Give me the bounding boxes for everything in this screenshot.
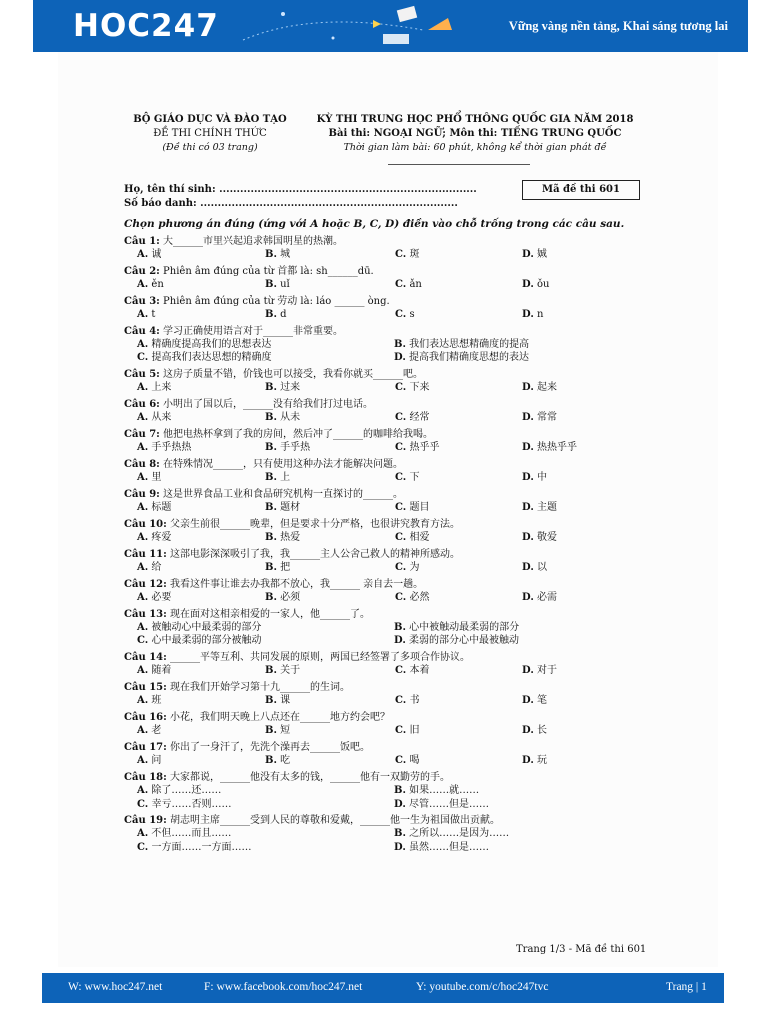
answer-option: A. ěn bbox=[137, 279, 164, 291]
question-stem bbox=[124, 608, 604, 621]
option-row bbox=[124, 621, 604, 634]
question-text: 这是世界食品工业和食品研究机构一直探讨的______。 bbox=[163, 489, 404, 501]
question-number: Câu 15: bbox=[124, 682, 167, 694]
question-item bbox=[124, 488, 604, 514]
answer-option: D. 尽管……但是…… bbox=[394, 798, 489, 810]
question-text: 大家都说，______他没有太多的钱，______他有一双勤劳的手。 bbox=[170, 772, 450, 784]
answer-option: C. 书 bbox=[395, 695, 420, 707]
answer-option: D. 中 bbox=[522, 472, 547, 484]
question-text: Phiên âm đúng của từ 劳动 là: láo ______ òng. bbox=[163, 295, 390, 307]
page-note: Trang 1/3 - Mã đề thi 601 bbox=[516, 944, 647, 955]
answer-option: A. 给 bbox=[137, 562, 162, 574]
answer-option: C. 下来 bbox=[395, 382, 430, 394]
question-stem bbox=[124, 488, 604, 501]
answer-option: D. n bbox=[522, 309, 544, 321]
answer-option: C. 题目 bbox=[395, 502, 430, 514]
footer-bar bbox=[42, 973, 724, 1003]
answer-option: C. 提高我们表达思想的精确度 bbox=[137, 352, 272, 364]
option-row bbox=[124, 351, 604, 364]
option-row bbox=[124, 278, 604, 291]
answer-option: B. 吃 bbox=[265, 755, 291, 767]
answer-option: B. d bbox=[265, 309, 287, 321]
answer-option: A. 上来 bbox=[137, 382, 172, 394]
question-number: Câu 7: bbox=[124, 429, 160, 441]
answer-option: B. 手乎热 bbox=[265, 442, 311, 454]
answer-option: B. 热爱 bbox=[265, 532, 301, 544]
question-text: Phiên âm đúng của từ 首都 là: sh______dū. bbox=[163, 265, 374, 277]
answer-option: C. 旧 bbox=[395, 725, 420, 737]
answer-option: B. 关于 bbox=[265, 665, 301, 677]
question-text: 你出了一身汗了，先洗个澡再去______饭吧。 bbox=[170, 742, 370, 754]
answer-option: C. 喝 bbox=[395, 755, 420, 767]
question-stem bbox=[124, 681, 604, 694]
question-item bbox=[124, 741, 604, 767]
question-text: 胡志明主席______受到人民的尊敬和爱戴，______他一生为祖国做出贡献。 bbox=[170, 815, 500, 827]
question-item bbox=[124, 458, 604, 484]
question-stem bbox=[124, 771, 604, 784]
answer-option: A. 标题 bbox=[137, 502, 172, 514]
answer-option: A. 问 bbox=[137, 755, 162, 767]
answer-option: B. 必须 bbox=[265, 592, 301, 604]
option-row bbox=[124, 471, 604, 484]
question-stem bbox=[124, 548, 604, 561]
brand-slogan: Vững vàng nền tảng, Khai sáng tương lai bbox=[508, 19, 728, 33]
question-list bbox=[124, 235, 604, 857]
answer-option: C. 为 bbox=[395, 562, 420, 574]
question-text: 在特殊情况______，只有使用这种办法才能解决问题。 bbox=[163, 459, 404, 471]
question-number: Câu 10: bbox=[124, 519, 167, 531]
question-item bbox=[124, 578, 604, 604]
option-row bbox=[124, 634, 604, 647]
option-row bbox=[124, 724, 604, 737]
question-number: Câu 11: bbox=[124, 549, 167, 561]
question-item bbox=[124, 368, 604, 394]
exam-header-left bbox=[120, 113, 300, 155]
option-row bbox=[124, 248, 604, 261]
option-row bbox=[124, 561, 604, 574]
question-stem bbox=[124, 325, 604, 338]
brand-logo: HOC247 bbox=[73, 8, 219, 44]
question-item bbox=[124, 518, 604, 544]
option-row bbox=[124, 441, 604, 454]
exam-title: KỲ THI TRUNG HỌC PHỔ THÔNG QUỐC GIA NĂM 2018 bbox=[316, 114, 634, 125]
answer-option: A. 随着 bbox=[137, 665, 172, 677]
question-number: Câu 9: bbox=[124, 489, 160, 501]
question-number: Câu 2: bbox=[124, 265, 160, 277]
question-stem bbox=[124, 741, 604, 754]
footer-page-number: Trang | 1 bbox=[666, 981, 707, 993]
question-number: Câu 3: bbox=[124, 295, 160, 307]
question-item bbox=[124, 711, 604, 737]
question-text: 现在我们开始学习第十九______的生词。 bbox=[170, 682, 350, 694]
question-item bbox=[124, 265, 604, 291]
question-number: Câu 12: bbox=[124, 579, 167, 591]
question-stem bbox=[124, 651, 604, 664]
answer-option: A. 疼爱 bbox=[137, 532, 172, 544]
question-number: Câu 16: bbox=[124, 712, 167, 724]
option-row bbox=[124, 754, 604, 767]
footer-youtube-link[interactable]: Y: youtube.com/c/hoc247tvc bbox=[416, 981, 549, 993]
answer-option: B. 短 bbox=[265, 725, 291, 737]
answer-option: D. 提高我们精确度思想的表达 bbox=[394, 352, 529, 364]
answer-option: D. 玩 bbox=[522, 755, 547, 767]
candidate-number-line: Số báo danh: .......................................................................... bbox=[124, 198, 458, 209]
question-text: 我看这件事让谁去办我都不放心，我______ 亲自去一趟。 bbox=[170, 579, 424, 591]
option-row bbox=[124, 531, 604, 544]
answer-option: C. 热乎乎 bbox=[395, 442, 440, 454]
answer-option: A. 不但……而且…… bbox=[137, 828, 232, 840]
instruction: Chọn phương án đúng (ứng với A hoặc B, C, D) điền vào chỗ trống trong các câu sau. bbox=[124, 218, 625, 230]
question-number: Câu 4: bbox=[124, 325, 160, 337]
question-item bbox=[124, 428, 604, 454]
answer-option: D. 常常 bbox=[522, 412, 557, 424]
question-item bbox=[124, 771, 604, 811]
answer-option: A. 里 bbox=[137, 472, 162, 484]
option-row bbox=[124, 591, 604, 604]
answer-option: B. 题材 bbox=[265, 502, 301, 514]
question-number: Câu 6: bbox=[124, 399, 160, 411]
answer-option: C. 本着 bbox=[395, 665, 430, 677]
question-number: Câu 13: bbox=[124, 609, 167, 620]
question-number: Câu 17: bbox=[124, 742, 167, 754]
question-stem bbox=[124, 814, 604, 827]
question-text: 学习正确使用语言对于______非常重要。 bbox=[163, 325, 344, 337]
exam-time: Thời gian làm bài: 60 phút, không kể thời gian phát đề bbox=[343, 142, 607, 153]
answer-option: B. uǐ bbox=[265, 279, 290, 291]
question-stem bbox=[124, 265, 604, 278]
question-text: 这部电影深深吸引了我，我______主人公舍己救人的精神所感动。 bbox=[170, 549, 460, 561]
exam-code-box: Mã đề thi 601 bbox=[522, 180, 640, 200]
question-stem bbox=[124, 578, 604, 591]
question-stem bbox=[124, 458, 604, 471]
option-row bbox=[124, 694, 604, 707]
option-row bbox=[124, 381, 604, 394]
question-stem bbox=[124, 398, 604, 411]
question-item bbox=[124, 325, 604, 365]
question-stem bbox=[124, 368, 604, 381]
option-row bbox=[124, 308, 604, 321]
question-stem bbox=[124, 295, 604, 308]
answer-option: C. 经常 bbox=[395, 412, 430, 424]
answer-option: A. 诚 bbox=[137, 249, 162, 261]
answer-option: D. 对于 bbox=[522, 665, 557, 677]
answer-option: D. 热热乎乎 bbox=[522, 442, 577, 454]
answer-option: B. 课 bbox=[265, 695, 291, 707]
option-row bbox=[124, 798, 604, 811]
option-row bbox=[124, 501, 604, 514]
answer-option: A. 班 bbox=[137, 695, 162, 707]
question-number: Câu 8: bbox=[124, 459, 160, 471]
answer-option: A. 从来 bbox=[137, 412, 172, 424]
answer-option: C. 必然 bbox=[395, 592, 430, 604]
ministry-name: BỘ GIÁO DỤC VÀ ĐÀO TẠO bbox=[133, 114, 287, 125]
answer-option: C. 一方面……一方面…… bbox=[137, 841, 252, 853]
answer-option: A. 被触动心中最柔弱的部分 bbox=[137, 622, 262, 634]
question-number: Câu 1: bbox=[124, 236, 160, 247]
option-row bbox=[124, 841, 604, 854]
question-text: ______平等互利、共同发展的原则，两国已经签署了多项合作协议。 bbox=[170, 652, 470, 664]
question-number: Câu 18: bbox=[124, 772, 167, 784]
exam-header-right bbox=[305, 113, 645, 155]
option-row bbox=[124, 411, 604, 424]
answer-option: C. s bbox=[395, 309, 415, 321]
question-item bbox=[124, 651, 604, 677]
answer-option: D. 柔弱的部分心中最被触动 bbox=[394, 635, 519, 647]
question-text: 大______市里兴起追求韩国明星的热潮。 bbox=[163, 236, 344, 247]
answer-option: A. 精确度提高我们的思想表达 bbox=[137, 339, 272, 351]
question-item bbox=[124, 814, 604, 854]
answer-option: A. 手乎热热 bbox=[137, 442, 192, 454]
answer-option: D. ǒu bbox=[522, 279, 550, 291]
answer-option: D. 笔 bbox=[522, 695, 547, 707]
question-text: 小花，我们明天晚上八点还在______地方约会吧？ bbox=[170, 712, 390, 724]
question-stem bbox=[124, 428, 604, 441]
answer-option: B. 心中被触动最柔弱的部分 bbox=[394, 622, 520, 634]
question-text: 父亲生前很______晚辈，但是要求十分严格，也很讲究教育方法。 bbox=[170, 519, 460, 531]
answer-option: D. 主题 bbox=[522, 502, 557, 514]
question-text: 这房子质量不错，价钱也可以接受，我看你就买______吧。 bbox=[163, 369, 424, 381]
answer-option: D. 必需 bbox=[522, 592, 557, 604]
question-text: 现在面对这相亲相爱的一家人，他______了。 bbox=[170, 609, 370, 620]
question-item bbox=[124, 548, 604, 574]
answer-option: D. 敬爱 bbox=[522, 532, 557, 544]
footer-website-link[interactable]: W: www.hoc247.net bbox=[68, 981, 163, 993]
answer-option: B. 过来 bbox=[265, 382, 301, 394]
answer-option: C. 相爱 bbox=[395, 532, 430, 544]
candidate-info bbox=[124, 183, 477, 211]
option-row bbox=[124, 827, 604, 840]
question-item bbox=[124, 295, 604, 321]
answer-option: A. 除了……还…… bbox=[137, 785, 222, 797]
answer-option: C. 斑 bbox=[395, 249, 420, 261]
option-row bbox=[124, 784, 604, 797]
answer-option: B. 如果……就…… bbox=[394, 785, 480, 797]
answer-option: D. 以 bbox=[522, 562, 547, 574]
footer-facebook-link[interactable]: F: www.facebook.com/hoc247.net bbox=[204, 981, 363, 993]
option-row bbox=[124, 664, 604, 677]
brand-header bbox=[33, 0, 748, 52]
question-item bbox=[124, 398, 604, 424]
answer-option: C. 幸亏……否则…… bbox=[137, 798, 232, 810]
answer-option: A. t bbox=[137, 309, 156, 321]
answer-option: A. 必要 bbox=[137, 592, 172, 604]
question-text: 小明出了国以后，______没有给我们打过电话。 bbox=[163, 399, 374, 411]
question-number: Câu 5: bbox=[124, 369, 160, 381]
question-stem bbox=[124, 711, 604, 724]
question-number: Câu 19: bbox=[124, 815, 167, 827]
question-item bbox=[124, 681, 604, 707]
answer-option: D. 长 bbox=[522, 725, 547, 737]
answer-option: C. ǎn bbox=[395, 279, 422, 291]
answer-option: B. 上 bbox=[265, 472, 291, 484]
official-label: ĐỀ THI CHÍNH THỨC bbox=[153, 128, 267, 139]
question-item bbox=[124, 235, 604, 261]
question-text: 他把电热杯拿到了我的房间，然后冲了______的咖啡给我喝。 bbox=[163, 429, 434, 441]
question-stem bbox=[124, 235, 604, 248]
exam-subject: Bài thi: NGOẠI NGỮ; Môn thi: TIẾNG TRUNG QUỐC bbox=[328, 128, 622, 139]
answer-option: B. 从未 bbox=[265, 412, 301, 424]
header-divider bbox=[388, 164, 530, 165]
answer-option: B. 把 bbox=[265, 562, 291, 574]
answer-option: D. 虽然……但是…… bbox=[394, 841, 489, 853]
answer-option: D. 起来 bbox=[522, 382, 557, 394]
answer-option: B. 我们表达思想精确度的提高 bbox=[394, 339, 530, 351]
pages-note: (Đề thi có 03 trang) bbox=[162, 142, 258, 153]
header-decoration-icon bbox=[223, 0, 483, 52]
candidate-name-line: Họ, tên thí sinh: .......................................................................... bbox=[124, 184, 477, 195]
answer-option: B. 之所以……是因为…… bbox=[394, 828, 510, 840]
answer-option: A. 老 bbox=[137, 725, 162, 737]
question-stem bbox=[124, 518, 604, 531]
option-row bbox=[124, 338, 604, 351]
question-number: Câu 14: bbox=[124, 652, 167, 664]
question-item bbox=[124, 608, 604, 648]
answer-option: C. 下 bbox=[395, 472, 420, 484]
answer-option: D. 娍 bbox=[522, 249, 547, 261]
answer-option: C. 心中最柔弱的部分被触动 bbox=[137, 635, 262, 647]
answer-option: B. 城 bbox=[265, 249, 291, 261]
